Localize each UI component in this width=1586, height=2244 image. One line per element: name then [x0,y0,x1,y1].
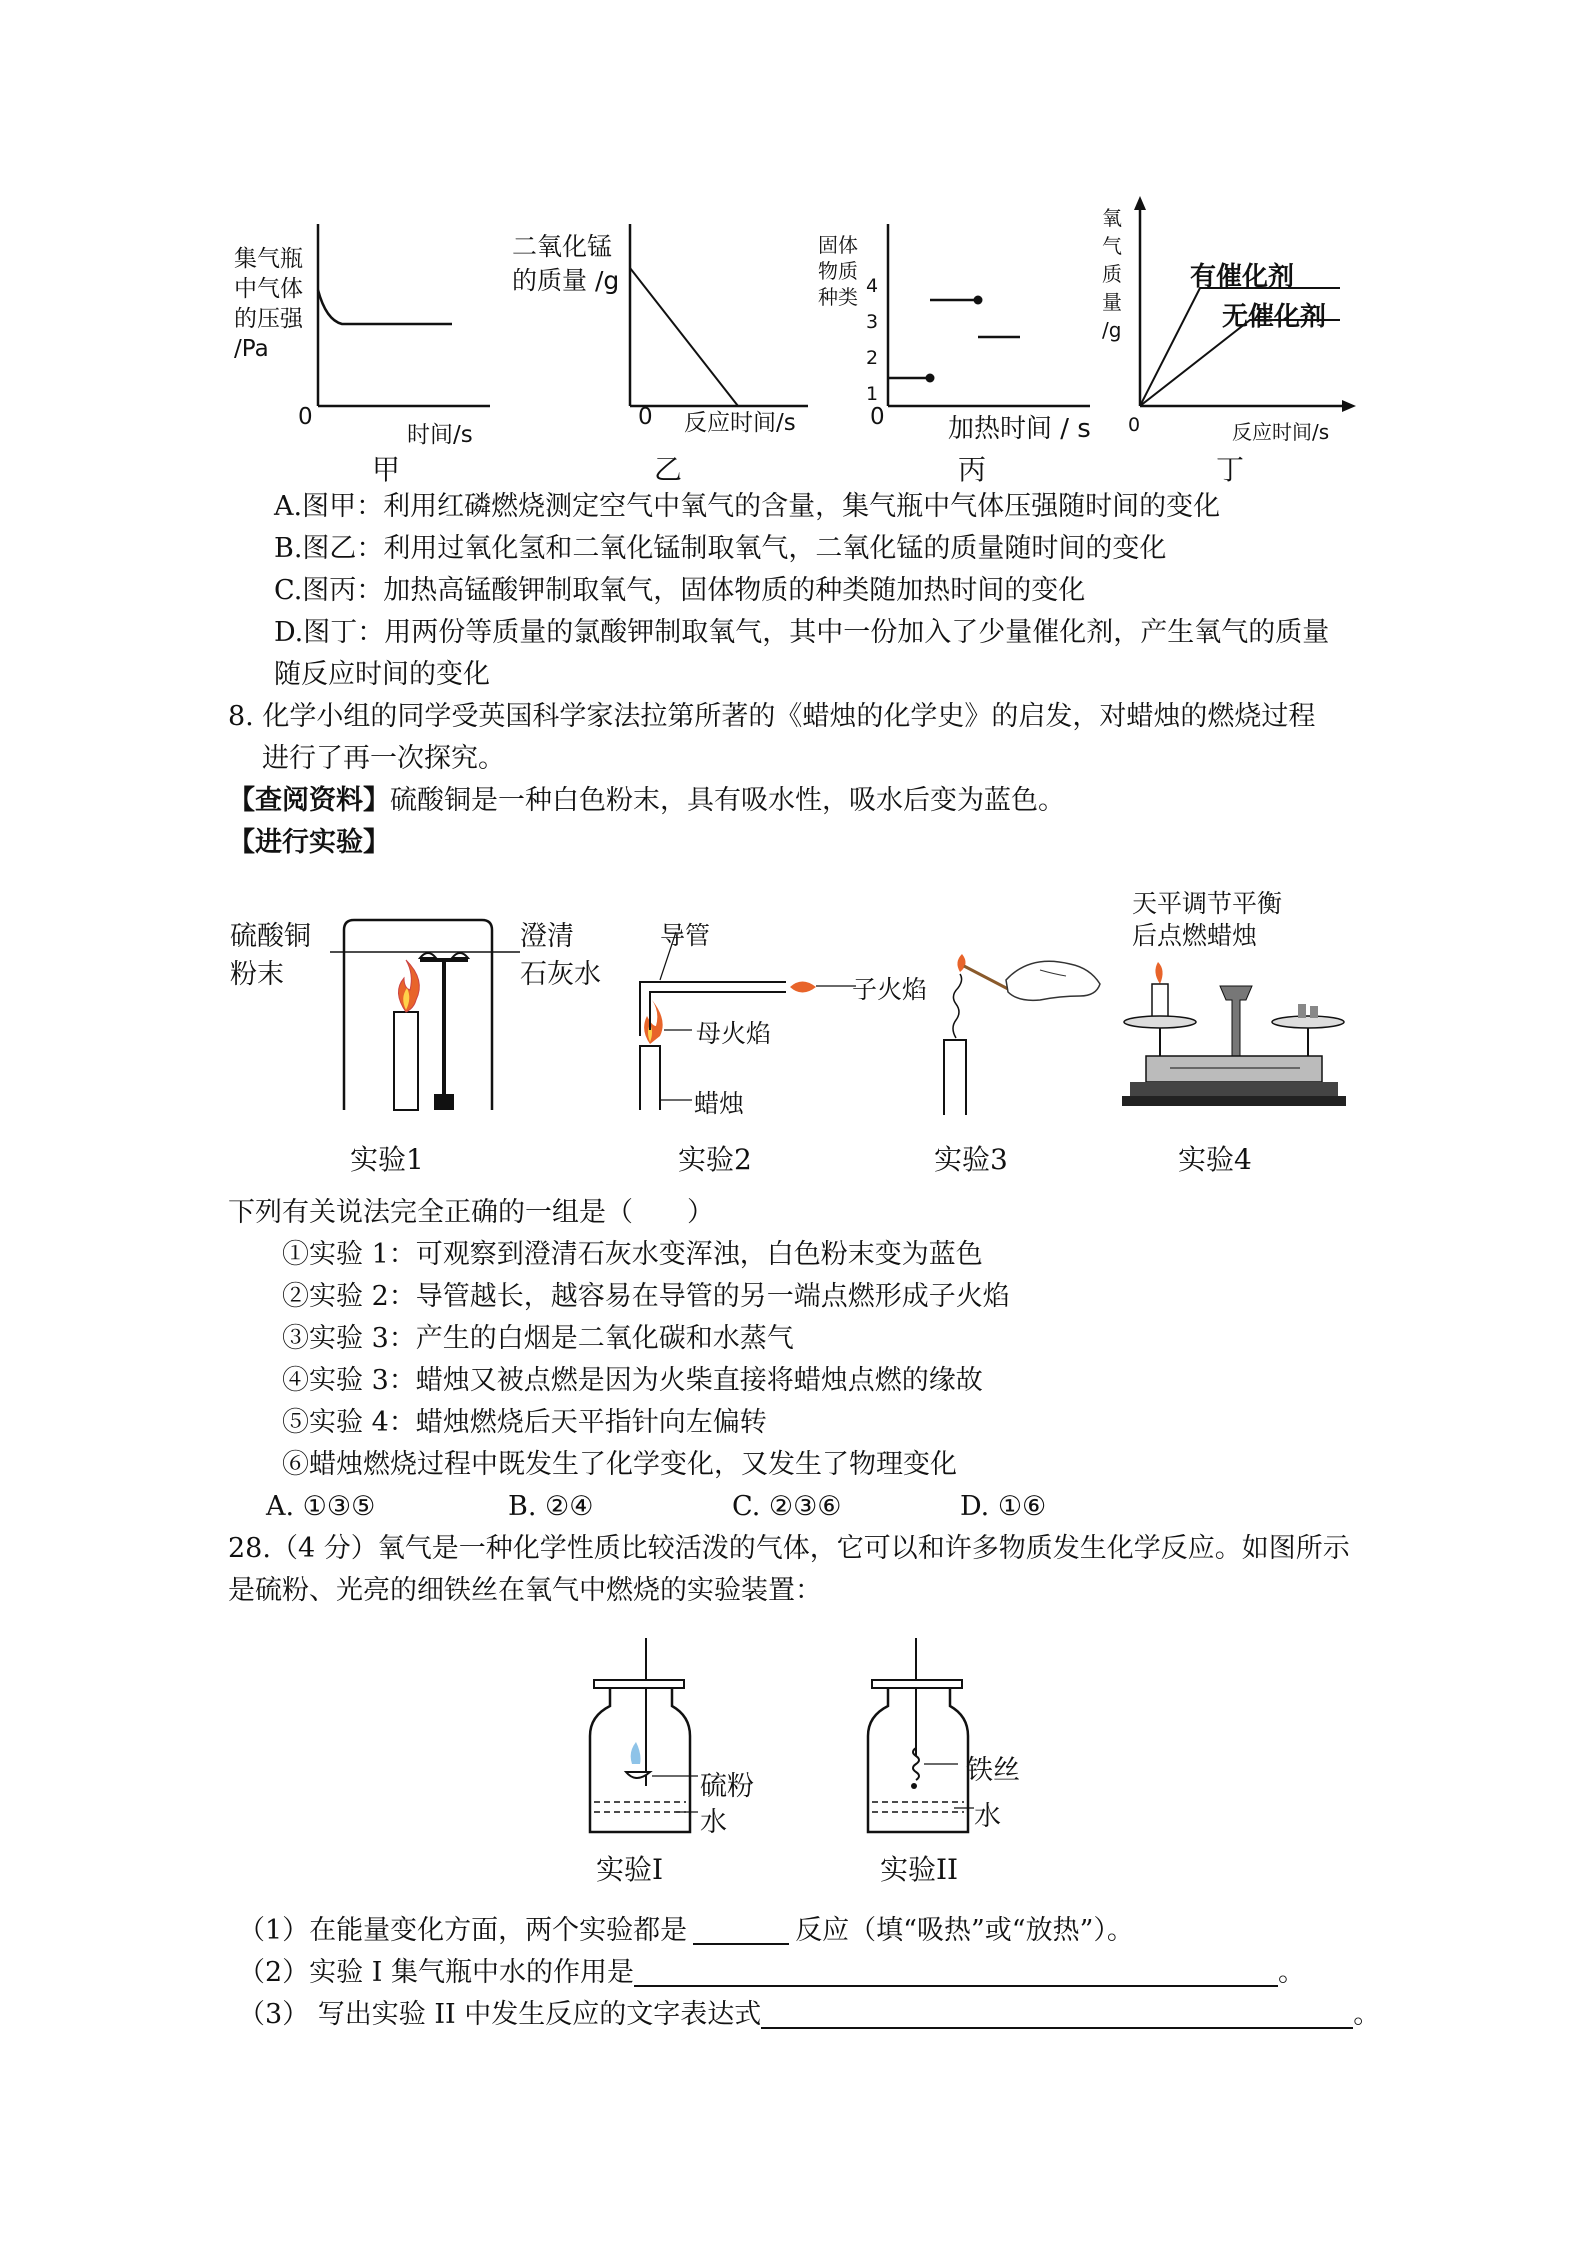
q28-exp1-jar [580,1636,700,1836]
q8-choice-c: C. ②③⑥ [732,1491,842,1522]
exp4-label: 天平调节平衡 后点燃蜡烛 [1132,889,1283,950]
graph-yi-plot [612,218,812,418]
q8-info-text: 硫酸铜是一种白色粉末，具有吸水性，吸水后变为蓝色。 [390,785,1065,816]
q7-option-a: A.图甲：利用红磷燃烧测定空气中氧气的含量，集气瓶中气体压强随时间的变化 [274,491,1221,522]
q8-choice-d: D. ①⑥ [960,1491,1047,1522]
q28-exp1-label-water: 水 [700,1807,727,1838]
exp4-caption: 实验4 [1178,1143,1252,1176]
graph-yi-xlabel: 反应时间/s [684,410,796,436]
graph-bing-origin: 0 [870,404,885,430]
q28-exp1-caption: 实验I [596,1853,664,1886]
q8-statement-3: ③实验 3：产生的白烟是二氧化碳和水蒸气 [282,1323,794,1354]
q8-stem-line1: 8. 化学小组的同学受英国科学家法拉第所著的《蜡烛的化学史》的启发，对蜡烛的燃烧过程 [228,701,1316,732]
graph-jia-ylabel: 集气瓶 中气体 的压强 /Pa [234,246,303,362]
q7-option-b: B.图乙：利用过氧化氢和二氧化锰制取氧气，二氧化锰的质量随时间的变化 [274,533,1167,564]
graph-jia-plot [300,218,500,418]
exp1-label-limewater: 澄清 石灰水 [520,921,601,990]
graph-jia-xlabel: 时间/s [407,422,473,448]
graph-bing-plot [870,218,1100,418]
q28-exp2-label-iron-wire: 铁丝 [966,1755,1020,1786]
exp1-apparatus [310,900,520,1120]
q28-exp2-jar [858,1636,978,1836]
graph-yi-caption: 乙 [654,453,683,486]
q28-sub-2-blank[interactable] [634,1959,1278,1987]
q28-sub-3: （3） 写出实验 II 中发生反应的文字表达式 。 [238,1999,1381,2030]
exp4-balance [1120,960,1370,1120]
exp3-caption: 实验3 [934,1143,1008,1176]
q28-sub-1-blank[interactable] [693,1917,789,1945]
graph-ding-xlabel: 反应时间/s [1232,420,1330,444]
q8-statement-5: ⑤实验 4：蜡烛燃烧后天平指针向左偏转 [282,1407,767,1438]
q28-stem-line2: 是硫粉、光亮的细铁丝在氧气中燃烧的实验装置： [228,1575,822,1606]
graph-ding-series-no-catalyst: 无催化剂 [1222,302,1327,332]
graph-ding-ylabel: 氧 气 质 量 /g [1102,206,1122,342]
exp2-caption: 实验2 [678,1143,752,1176]
q28-sub-2: （2）实验 I 集气瓶中水的作用是 。 [238,1957,1306,1988]
q28-sub-3-blank[interactable] [761,2001,1353,2029]
graph-bing-ylabel: 固体 物质 种类 [818,233,858,309]
q8-info-tag: 【查阅资料】 [228,785,390,816]
graph-bing-caption: 丙 [958,453,987,486]
graph-jia-origin: 0 [298,404,313,430]
q7-option-d-cont: 随反应时间的变化 [274,659,490,690]
q8-choice-a: A. ①③⑤ [266,1491,376,1522]
q28-exp2-label-water: 水 [974,1801,1001,1832]
q8-choice-b: B. ②④ [508,1491,594,1522]
q28-sub-1: （1）在能量变化方面，两个实验都是 反应（填“吸热”或“放热”）。 [238,1915,1134,1946]
exp2-label-mother-flame: 母火焰 [696,1019,772,1048]
graph-yi-ylabel: 二氧化锰 的质量 /g [512,232,620,295]
q8-statement-2: ②实验 2：导管越长，越容易在导管的另一端点燃形成子火焰 [282,1281,1010,1312]
graph-bing-ticks: 4 3 2 1 [866,275,879,405]
q8-exp-tag: 【进行实验】 [228,827,390,858]
q8-stem-line2: 进行了再一次探究。 [262,743,505,774]
q8-statement-6: ⑥蜡烛燃烧过程中既发生了化学变化，又发生了物理变化 [282,1449,957,1480]
exp2-label-child-flame: 子火焰 [852,975,928,1004]
exp2-label-tube: 导管 [660,921,711,950]
q8-statement-4: ④实验 3：蜡烛又被点燃是因为火柴直接将蜡烛点燃的缘故 [282,1365,983,1396]
graph-ding-caption: 丁 [1216,453,1245,486]
q28-stem-line1: 28.（4 分）氧气是一种化学性质比较活泼的气体，它可以和许多物质发生化学反应。如图所示 [228,1533,1350,1564]
q8-info [228,784,1065,818]
q7-option-d: D.图丁：用两份等质量的氯酸钾制取氧气，其中一份加入了少量催化剂，产生氧气的质量 [274,617,1330,648]
q8-question: 下列有关说法完全正确的一组是（ ） [228,1197,714,1228]
graph-yi-origin: 0 [638,404,653,430]
q28-exp2-caption: 实验II [880,1853,959,1886]
q28-exp1-label-sulfur: 硫粉 [700,1771,754,1802]
graph-ding-series-catalyst: 有催化剂 [1190,262,1295,292]
exp1-caption: 实验1 [350,1143,424,1176]
exp2-apparatus [616,900,876,1120]
exp1-label-cuso4: 硫酸铜 粉末 [230,921,311,990]
q7-option-c: C.图丙：加热高锰酸钾制取氧气，固体物质的种类随加热时间的变化 [274,575,1086,606]
graph-bing-xlabel: 加热时间 / s [948,414,1091,444]
graph-jia-caption: 甲 [372,453,401,486]
exp3-apparatus [920,950,1120,1120]
exp2-label-candle: 蜡烛 [694,1089,745,1118]
q8-statement-1: ①实验 1：可观察到澄清石灰水变浑浊，白色粉末变为蓝色 [282,1239,983,1270]
graph-ding-origin: 0 [1128,414,1141,436]
